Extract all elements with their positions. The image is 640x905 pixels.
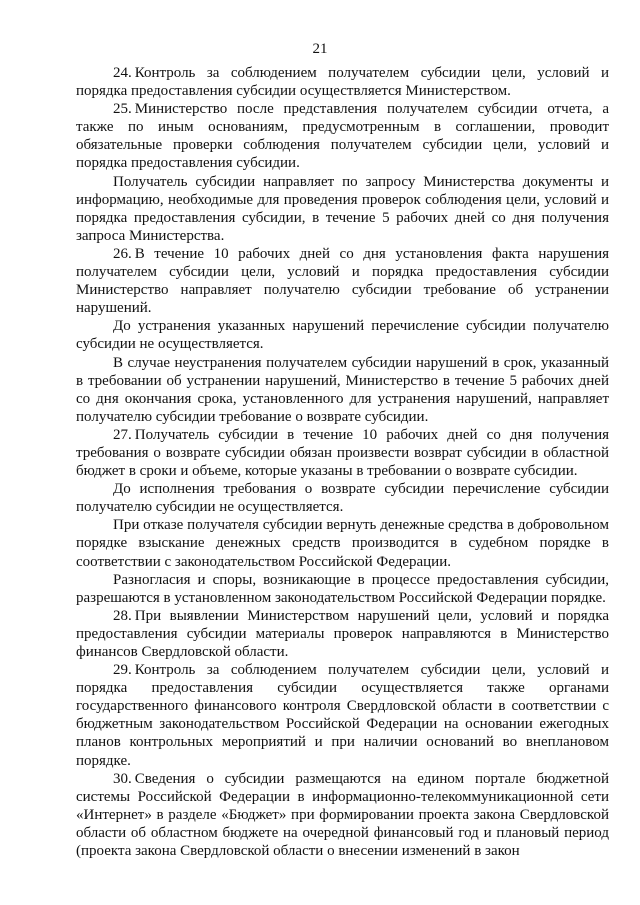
clause-number: 28. (113, 607, 132, 624)
paragraph (76, 245, 609, 317)
paragraph-text: До устранения указанных нарушений перечисление субсидии получателю субсидии не осуществляется. (76, 318, 609, 353)
clause-number: 30. (113, 770, 132, 787)
paragraph (76, 607, 609, 661)
paragraph-text: До исполнения требования о возврате субсидии перечисление субсидии получателю субсидии не осуществляется. (76, 481, 609, 516)
paragraph (76, 64, 609, 100)
paragraph-text: Министерство после представления получателем субсидии отчета, а также по иным основаниям, предусмотренным в соглашении, проводит обязательные проверки соблюдения получателем субсидии цели, условий и порядка предоставления субсидии. (76, 101, 609, 172)
paragraph (76, 354, 609, 426)
paragraph-text: Разногласия и споры, возникающие в процессе предоставления субсидии, разрешаются в установленном законодательством Российской Федерации порядке. (76, 571, 609, 606)
paragraph-text: При отказе получателя субсидии вернуть денежные средства в добровольном порядке взыскание денежных средств производится в судебном порядке в соответствии с законодательством Российской Федерации. (76, 517, 609, 570)
paragraph-text: В случае неустранения получателем субсидии нарушений в срок, указанный в требовании об устранении нарушений, Министерство в течение 5 рабочих дней со дня окончания срока, установленного для устранения нарушений, направляет получателю субсидии требование о возврате субсидии. (76, 354, 609, 425)
clause-number: 26. (113, 245, 132, 262)
paragraph-text: В течение 10 рабочих дней со дня установления факта нарушения получателем субсидии цели, условий и порядка предоставления субсидии Министерство направляет получателю субсидии требование об устранении нарушений. (76, 245, 609, 317)
paragraph (76, 516, 609, 570)
clause-number: 24. (113, 65, 132, 81)
paragraph-text: Контроль за соблюдением получателем субсидии цели, условий и порядка предоставления субсидии осуществляется также органами государственного финансового контроля Свердловской области в соответствии с бюджетным законодательством Российской Федерации на основании ежегодных планов контрольных мероприятий и при наличии оснований во внеплановом порядке. (76, 662, 609, 769)
paragraph (76, 100, 609, 172)
paragraph (76, 480, 609, 516)
clause-number: 29. (113, 662, 132, 679)
paragraph (76, 571, 609, 607)
paragraph (76, 426, 609, 480)
clause-number: 25. (113, 101, 132, 118)
paragraph-text: При выявлении Министерством нарушений цели, условий и порядка предоставления субсидии материалы проверок направляются в Министерство финансов Свердловской области. (76, 607, 609, 660)
paragraph (76, 770, 609, 860)
paragraph-text: Контроль за соблюдением получателем субсидии цели, условий и порядка предоставления субсидии осуществляется Министерством. (76, 65, 609, 100)
page-number: 21 (312, 41, 328, 57)
clause-number: 27. (113, 426, 132, 443)
paragraph-text: Сведения о субсидии размещаются на едином портале бюджетной системы Российской Федерации в информационно-телекоммуникационной сети «Интернет» в разделе «Бюджет» при формировании проекта закона Свердловской области об областном бюджете на очередной финансовый год и плановый период (проекта закона Свердловской области о внесении изменений в закон (76, 770, 609, 860)
paragraph-text: Получатель субсидии в течение 10 рабочих дней со дня получения требования о возврате субсидии обязан произвести возврат субсидии в областной бюджет в сроки и объеме, которые указаны в требовании о возврате субсидии. (76, 426, 609, 480)
paragraph (76, 661, 609, 770)
paragraph (76, 317, 609, 353)
paragraph-text: Получатель субсидии направляет по запросу Министерства документы и информацию, необходимые для проведения проверок соблюдения цели, условий и порядка предоставления субсидии, в течение 5 рабочих дней со дня получения запроса Министерства. (76, 173, 609, 244)
document-body (76, 64, 609, 860)
paragraph (76, 173, 609, 245)
